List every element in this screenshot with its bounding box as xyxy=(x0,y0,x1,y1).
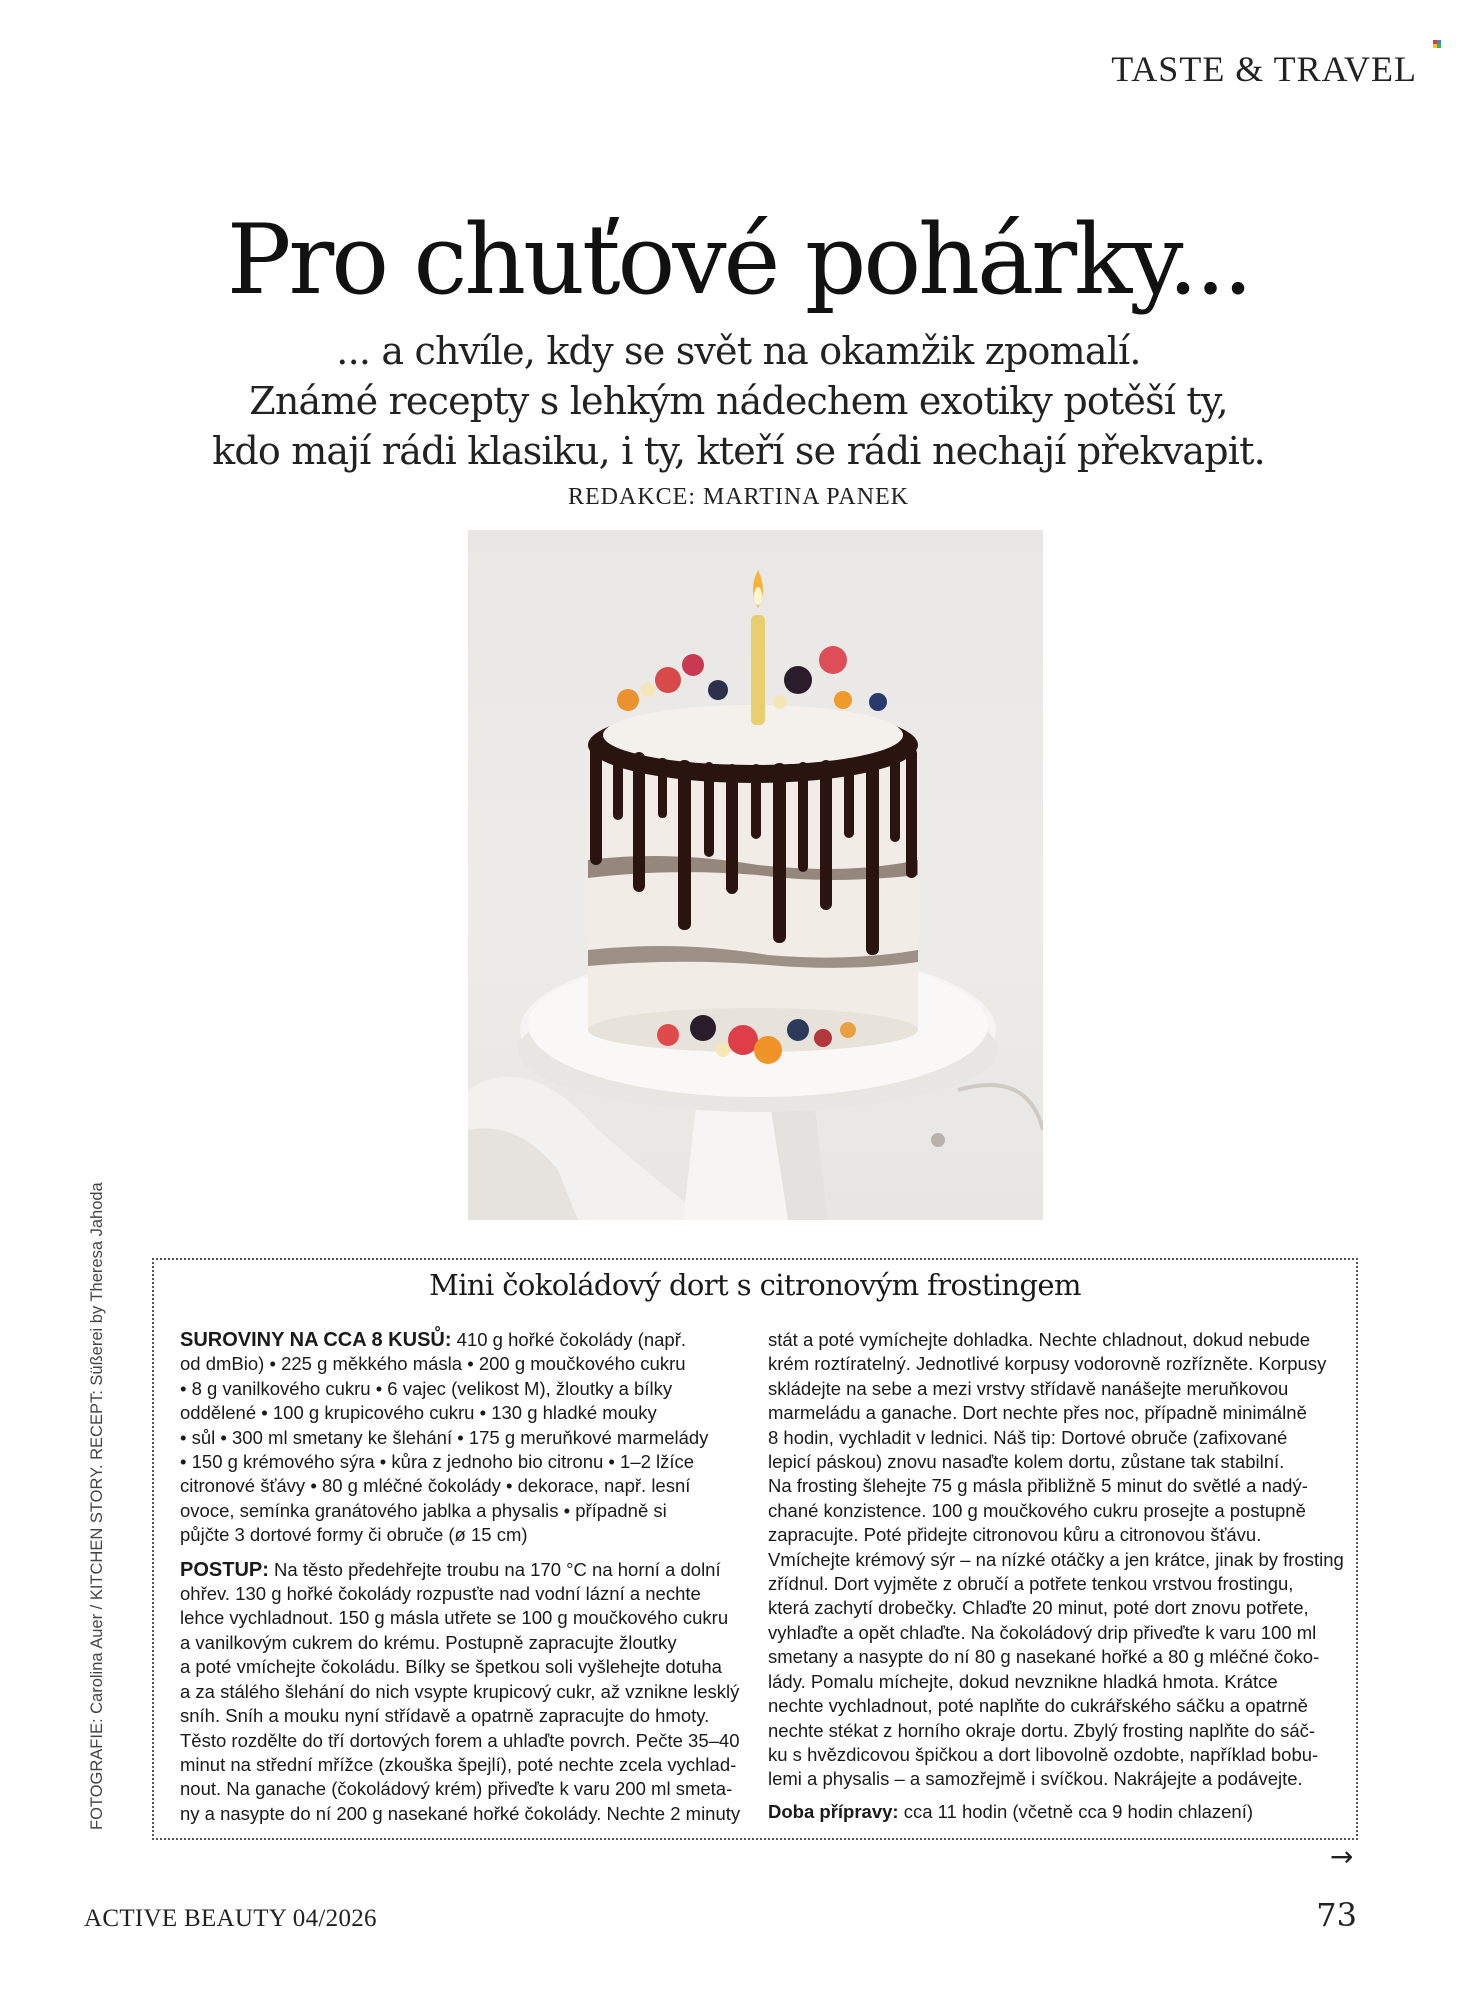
ingredients-line: • 150 g krémového sýra • kůra z jednoho bio citronu • 1–2 lžíce xyxy=(180,1451,695,1473)
method-line: ny a nasypte do ní 200 g nasekané hořké čokolády. Nechte 2 minuty xyxy=(180,1802,741,1824)
cake-illustration xyxy=(468,530,1043,1220)
method-line: minut na střední mřížce (zkouška špejlí), poté nechte zcela vychlad- xyxy=(180,1753,737,1775)
ingredients-line: SUROVINY NA CCA 8 KUSŮ: 410 g hořké čokolády (např. xyxy=(180,1329,686,1351)
ingredients-heading: SUROVINY NA CCA 8 KUSŮ: xyxy=(180,1329,452,1351)
method-line: sníh. Sníh a mouku nyní střídavě a opatrně zapracujte do hmoty. xyxy=(180,1705,710,1727)
photo-credit: FOTOGRAFIE: Carolina Auer / KITCHEN STORY. RECEPT: Süßerei by Theresa Jahoda xyxy=(88,1182,106,1830)
method-line: skládejte na sebe a mezi vrstvy střídavě nanášejte meruňkovou xyxy=(768,1377,1289,1399)
method-line: nout. Na ganache (čokoládový krém) přiveďte k varu 200 ml smeta- xyxy=(180,1778,733,1800)
method-line: Těsto rozdělte do tří dortových forem a uhlaďte povrch. Pečte 35–40 xyxy=(180,1729,740,1751)
ingredients-line: oddělené • 100 g krupicového cukru • 130 g hladké mouky xyxy=(180,1402,657,1424)
magazine-issue: ACTIVE BEAUTY 04/2026 xyxy=(84,1905,377,1932)
method-line: stát a poté vymíchejte dohladka. Nechte chladnout, dokud nebude xyxy=(768,1329,1311,1350)
prep-time-label: Doba přípravy: xyxy=(768,1800,899,1822)
method-heading: POSTUP: xyxy=(180,1558,269,1581)
method-line: marmeládu a ganache. Dort nechte přes noc, případně minimálně xyxy=(768,1402,1307,1424)
method-line: smetany a nasypte do ní 80 g nasekané hořké a 80 g mléčné čoko- xyxy=(768,1646,1320,1668)
method-line: nechte vychladnout, poté naplňte do cukrářského sáčku a opatrně xyxy=(768,1695,1308,1717)
method-line: lehce vychladnout. 150 g másla utřete se 100 g moučkového cukru xyxy=(180,1607,729,1629)
subheadline-line: kdo mají rádi klasiku, i ty, kteří se rádi nechají překvapit. xyxy=(212,429,1265,473)
method-line: zřídnul. Dort vyjměte z obručí a potřete tenkou vrstvou frostingu, xyxy=(768,1573,1294,1595)
page-number: 73 xyxy=(1316,1896,1357,1934)
method-line: krém roztíratelný. Jednotlivé korpusy vodorovně rozřízněte. Korpusy xyxy=(768,1353,1327,1375)
subheadline-line: ... a chvíle, kdy se svět na okamžik zpomalí. xyxy=(336,329,1141,373)
article-headline: Pro chuťové pohárky... xyxy=(226,204,1251,316)
method-line: POSTUP: Na těsto předehřejte troubu na 170 °C na horní a dolní xyxy=(180,1558,721,1581)
byline: REDAKCE: MARTINA PANEK xyxy=(567,484,910,510)
method-line: zapracujte. Poté přidejte citronovou kůru a citronovou šťávu. xyxy=(768,1524,1262,1546)
method-line: vyhlaďte a opět chlaďte. Na čokoládový drip přiveďte k varu 100 ml xyxy=(768,1621,1317,1643)
corner-color-mark xyxy=(1433,40,1441,48)
cake-photo xyxy=(468,530,1043,1220)
method-line: Vmíchejte krémový sýr – na nízké otáčky a jen krátce, jinak by frosting xyxy=(768,1548,1344,1570)
recipe-title: Mini čokoládový dort s citronovým frostingem xyxy=(429,1268,1081,1302)
method-line: lemi a physalis – a samozřejmě i svíčkou. Nakrájejte a podávejte. xyxy=(768,1768,1303,1790)
method-line: chané konzistence. 100 g moučkového cukru prosejte a postupně xyxy=(768,1499,1306,1521)
prep-time-value: cca 11 hodin (včetně cca 9 hodin chlazení) xyxy=(898,1800,1254,1822)
method-line: ohřev. 130 g hořké čokolády rozpusťte nad vodní lázní a nechte xyxy=(180,1583,701,1605)
ingredients-line: od dmBio) • 225 g měkkého másla • 200 g moučkového cukru xyxy=(180,1353,686,1375)
section-label: TASTE & TRAVEL xyxy=(1111,49,1417,89)
method-line: lády. Pomalu míchejte, dokud nevznikne hladká hmota. Krátce xyxy=(768,1670,1278,1692)
ingredients-paragraph xyxy=(180,1328,740,1548)
continue-arrow-icon: → xyxy=(1330,1840,1354,1873)
method-paragraph xyxy=(180,1558,740,1826)
prep-time xyxy=(768,1800,1338,1824)
method-line: a vanilkovým cukrem do krému. Postupně zapracujte žloutky xyxy=(180,1631,677,1653)
article-subheadline xyxy=(0,326,1477,476)
method-line: ku s hvězdicovou špičkou a dort libovolně ozdobte, například bobu- xyxy=(768,1743,1319,1765)
recipe-left-column xyxy=(180,1328,740,1836)
method-line: a poté vmíchejte čokoládu. Bílky se špetkou soli vyšlehejte dotuha xyxy=(180,1656,722,1678)
subheadline-line: Známé recepty s lehkým nádechem exotiky potěší ty, xyxy=(249,379,1228,423)
ingredients-line: půjčte 3 dortové formy či obruče (ø 15 cm) xyxy=(180,1524,528,1546)
method-line: 8 hodin, vychladit v lednici. Náš tip: Dortové obruče (zafixované xyxy=(768,1426,1288,1448)
method-line: lepicí páskou) znovu nasaďte kolem dortu, zůstane tak stabilní. xyxy=(768,1451,1285,1473)
recipe-right-column xyxy=(768,1328,1344,1824)
ingredients-line: citronové šťávy • 80 g mléčné čokolády • dekorace, např. lesní xyxy=(180,1475,691,1497)
ingredients-line: • 8 g vanilkového cukru • 6 vajec (velikost M), žloutky a bílky xyxy=(180,1377,673,1399)
method-line: nechte stékat z horního okraje dortu. Zbylý frosting naplňte do sáč- xyxy=(768,1719,1316,1741)
method-line: a za stálého šlehání do nich vsypte krupicový cukr, až vznikne lesklý xyxy=(180,1680,740,1702)
ingredients-line: • sůl • 300 ml smetany ke šlehání • 175 g meruňkové marmelády xyxy=(180,1426,709,1448)
ingredients-line: ovoce, semínka granátového jablka a physalis • případně si xyxy=(180,1499,667,1521)
method-line: která zachytí drobečky. Chlaďte 20 minut, poté dort znovu potřete, xyxy=(768,1597,1309,1619)
method-line: Na frosting šlehejte 75 g másla přibližně 5 minut do světlé a nadý- xyxy=(768,1475,1308,1497)
